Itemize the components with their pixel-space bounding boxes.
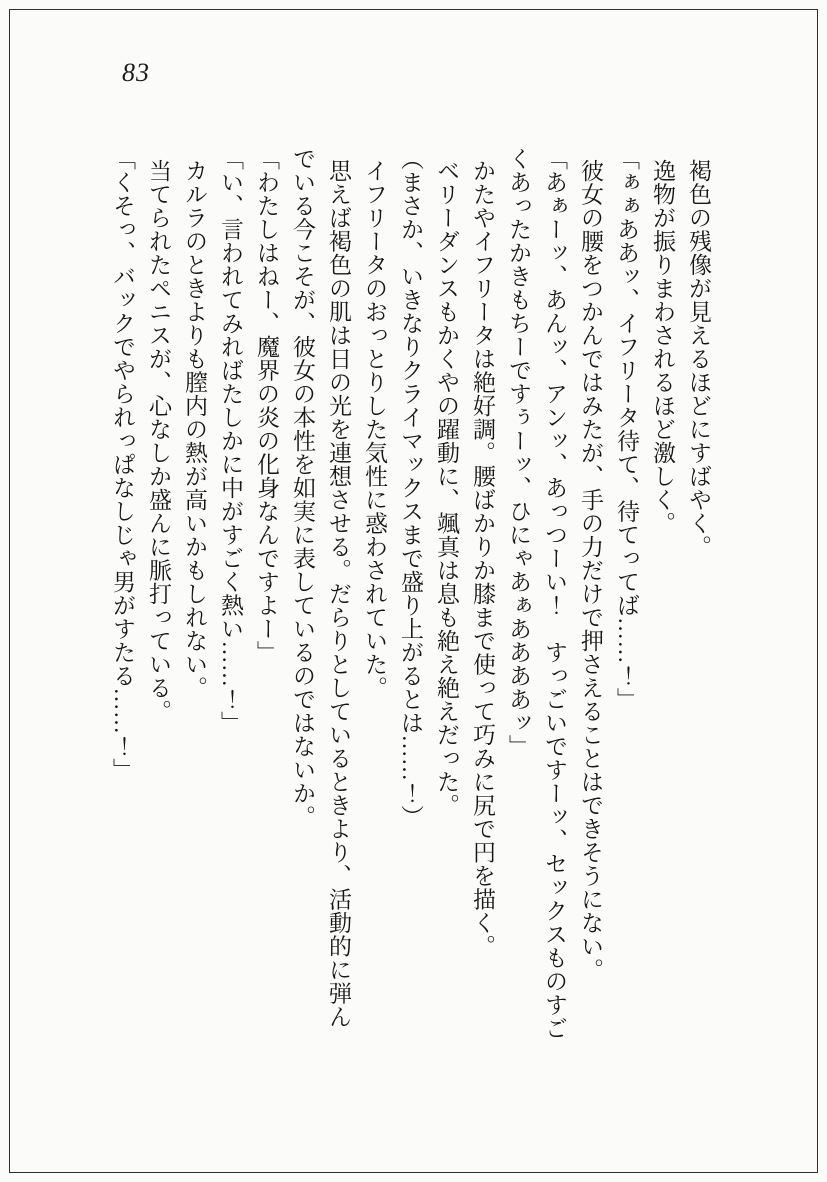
text-line: くあったかきもちーですぅーッ、ひにゃあぁああああッ」 <box>506 147 531 758</box>
page-number: 83 <box>122 58 150 87</box>
text-line: 逸物が振りまわされるほど激しく。 <box>650 159 675 535</box>
page-text <box>104 147 716 1044</box>
text-line: かたやイフリータは絶好調。腰ばかりか膝まで使って巧みに尻で円を描く。 <box>470 159 495 958</box>
text-line: 「ぁぁああッ、イフリータ待て、待てってば……！」 <box>614 147 639 711</box>
text-line: 思えば褐色の肌は日の光を連想させる。だらりとしているときより、活動的に弾ん <box>326 159 351 1029</box>
text-line: カルラのときよりも膣内の熱が高いかもしれない。 <box>182 159 207 700</box>
text-line: 「くそっ、バックでやられっぱなしじゃ男がすたる……！」 <box>110 147 135 782</box>
text-line: ベリーダンスもかくやの躍動に、颯真は息も絶え絶えだった。 <box>434 159 459 817</box>
text-line: イフリータのおっとりした気性に惑わされていた。 <box>362 159 387 700</box>
text-line: 当てられたペニスが、心なしか盛んに脈打っている。 <box>146 159 171 723</box>
text-line: 「わたしはねー、魔界の炎の化身なんですよー」 <box>254 147 279 664</box>
text-line: （まさか、いきなりクライマックスまで盛り上がるとは……！） <box>398 147 423 829</box>
text-line: 「い、言われてみればたしかに中がすごく熱い……！」 <box>218 147 243 735</box>
text-line: 褐色の残像が見えるほどにすばやく。 <box>686 159 711 559</box>
text-line: でいる今こそが、彼女の本性を如実に表しているのではないか。 <box>290 147 315 829</box>
text-line: 彼女の腰をつかんではみたが、手の力だけで押さえることはできそうにない。 <box>578 159 603 982</box>
text-line: 「あぁーッ、あんッ、アンッ、あっつーい！ すっごいですーッ、セックスものすご <box>542 147 567 1040</box>
